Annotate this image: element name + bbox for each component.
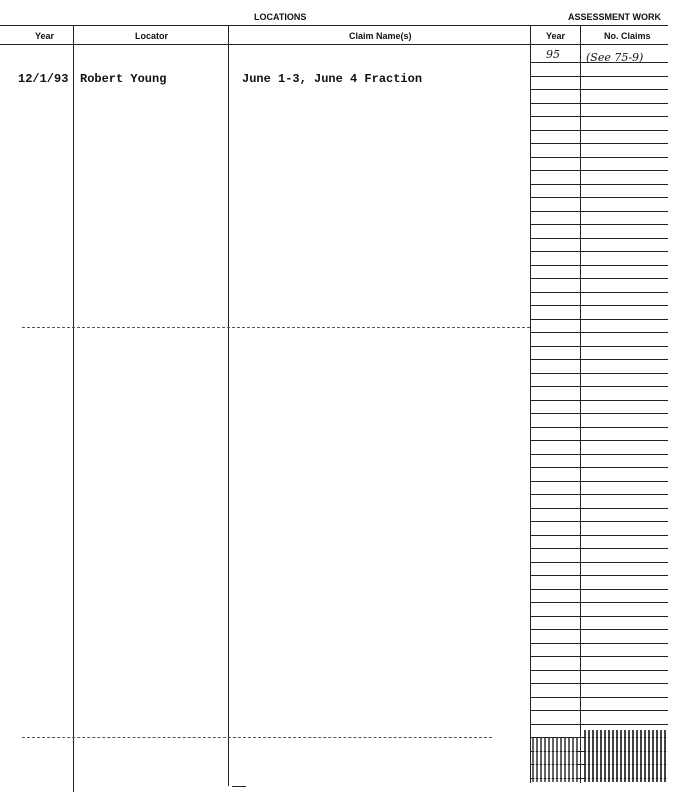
assessment-rule-line [531,575,668,576]
assessment-rule-line [531,373,668,374]
assessment-rule-line [531,197,668,198]
assessment-rule-line [531,143,668,144]
assessment-rule-line [531,278,668,279]
assessment-rule-line [531,724,668,725]
assessment-rule-line [531,251,668,252]
entry-locator: Robert Young [80,72,167,86]
assessment-rule-line [531,710,668,711]
assessment-rule-line [531,494,668,495]
assessment-rule-line [531,170,668,171]
locator-column-divider [73,26,74,792]
assessment-rule-line [531,184,668,185]
header-bottom-line [0,44,668,45]
assessment-rule-line [531,535,668,536]
assessment-rule-line [531,467,668,468]
col-header-assessment-year: Year [546,31,566,41]
assessment-rule-line [531,359,668,360]
entry-claims: June 1-3, June 4 Fraction [242,72,423,86]
assessment-rule-line [531,157,668,158]
assessment-rule-line [531,292,668,293]
assessment-rule-line [531,427,668,428]
assessment-rule-line [531,76,668,77]
assessment-rule-line [531,332,668,333]
assessment-rule-line [531,697,668,698]
assessment-rule-line [531,346,668,347]
assessment-rule-line [531,602,668,603]
assessment-rule-line [531,562,668,563]
mid-divider [22,327,530,328]
header-top-line [0,25,668,26]
assessment-rule-line [531,548,668,549]
assessment-rule-line [531,643,668,644]
assessment-rule-line [531,400,668,401]
claims-column-divider [228,26,229,786]
assessment-rule-line [531,521,668,522]
assessment-rule-line [531,319,668,320]
assessment-rule-line [531,305,668,306]
assessment-rule-line [531,616,668,617]
assessment-rule-line [531,454,668,455]
assessment-rule-line [531,629,668,630]
col-header-year: Year [35,31,55,41]
assessment-rule-line [531,481,668,482]
assessment-rule-line [531,670,668,671]
col-header-no-claims: No. Claims [604,31,651,41]
scan-noise-bottom-right [584,730,668,782]
assessment-rule-line [531,683,668,684]
entry-year: 12/1/93 [18,72,69,86]
locations-title: LOCATIONS [254,12,307,22]
assessment-rule-line [531,116,668,117]
assessment-rule-line [531,238,668,239]
assessment-rule-line [531,440,668,441]
assessment-rule-line [531,211,668,212]
assessment-rule-line [531,508,668,509]
assessment-rule-line [531,589,668,590]
assessment-rule-line [531,224,668,225]
assessment-work-title: ASSESSMENT WORK [568,12,662,22]
col-header-locator: Locator [135,31,169,41]
assessment-rule-line [531,89,668,90]
assessment-rule-line [531,413,668,414]
bottom-stub [232,786,246,787]
col-header-claim-names: Claim Name(s) [349,31,412,41]
assessment-rule-line [531,386,668,387]
assessment-entry-no-claims: (See 75-9) [586,51,644,64]
assessment-rule-line [531,265,668,266]
assessment-rule-line [531,656,668,657]
assessment-rule-line [531,103,668,104]
assessment-entry-year: 95 [546,48,560,61]
lower-divider [22,737,492,738]
assessment-rule-line [531,130,668,131]
scan-noise-bottom-left [532,738,578,782]
